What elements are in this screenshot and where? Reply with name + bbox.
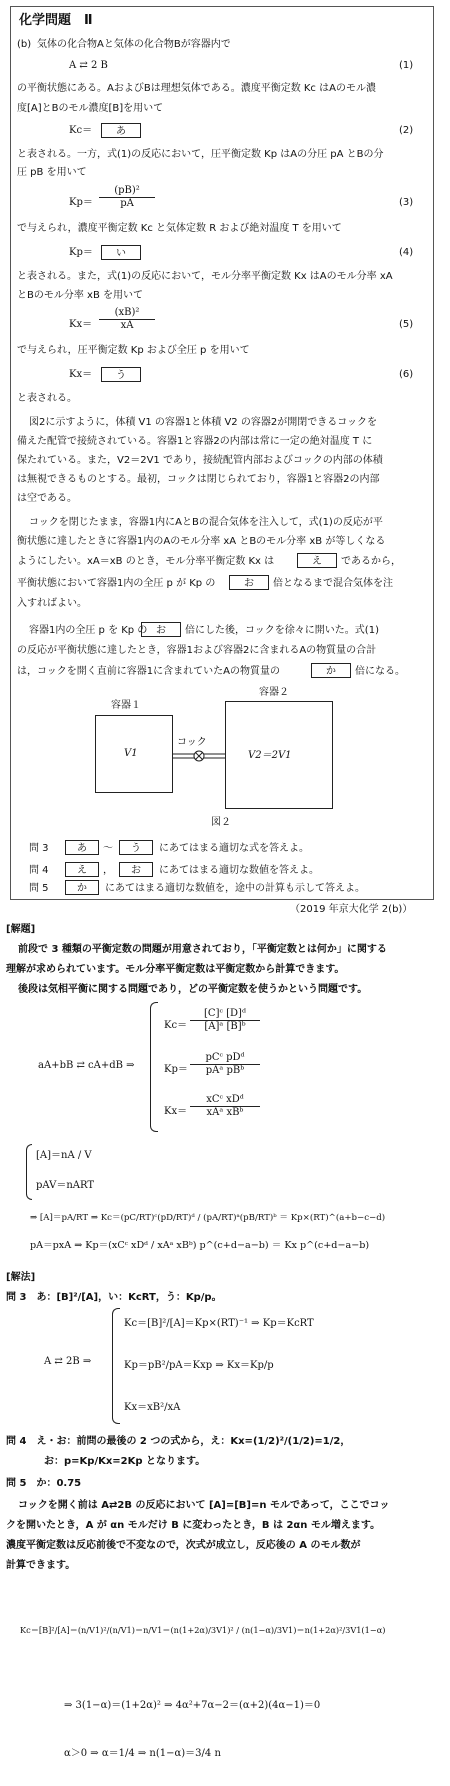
blank-o: お (229, 575, 269, 590)
text-line: 図2に示すように，体積 V1 の容器1と体積 V2 の容器2が開閉できるコックを (29, 417, 378, 428)
q4-answer: 問 4 え・お：前問の最後の 2 つの式から，え：Kx=(1/2)²/(1/2)=1/2， (6, 1436, 351, 1447)
q3-tilde: ～ (103, 843, 113, 854)
question-5-text: にあてはまる適切な数値を，途中の計算も示して答えよ。 (105, 883, 365, 894)
ideal-gas-brace (26, 1144, 32, 1200)
fraction-numerator: (pB)² (99, 185, 155, 198)
blank-e: え (297, 553, 337, 568)
fraction-denominator: xAᵃ xBᵇ (206, 1107, 244, 1118)
q5-equation-1: Kc＝[B]²/[A]＝(n/V1)²/(n/V1)＝n/V1＝(n(1+2α)/3V1)² / (n(1−α)/3V1)＝n(1+2α)²/3V1(1−α) (20, 1625, 386, 1635)
text-line: は無視できるものとする。最初，コックは閉じられており，容器1と容器2の内部 (17, 474, 380, 485)
kx-fraction (190, 1094, 260, 1119)
q5-equation-3: α＞0 ⇒ α＝1/4 ⇒ n(1−α)＝3/4 n (64, 1748, 221, 1759)
vessel-2-volume: V2＝2V1 (248, 750, 292, 761)
concentration-chain: ⇒ [A]＝pA/RT ⇒ Kc＝(pC/RT)ᶜ(pD/RT)ᵈ / (pA/RT)ᵃ(pB/RT)ᵇ ＝ Kp×(RT)^(a+b−c−d) (30, 1213, 386, 1223)
q3-reaction: A ⇄ 2B ⇒ (44, 1356, 92, 1367)
equation-number: (5) (399, 319, 414, 330)
commentary-text: 後段は気相平衡に関する問題であり，どの平衡定数を使うかという問題です。 (18, 984, 368, 995)
cock-label: コック (177, 737, 207, 748)
question-5-label: 問 5 (29, 883, 49, 894)
kc-fraction (190, 1008, 260, 1033)
text-line: は空である。 (17, 493, 77, 504)
text-line: の反応が平衡状態に達したとき，容器1および容器2に含まれるAの物質量の合計 (17, 645, 377, 656)
fraction-numerator: pCᶜ pDᵈ (190, 1052, 260, 1065)
q3-kp: Kp＝pB²/pA＝Kxp ⇒ Kx＝Kp/p (124, 1360, 274, 1371)
text-line: ようにしたい。xA＝xB のとき，モル分率平衡定数 Kx は (17, 556, 275, 567)
text-line: 容器1内の全圧 p を Kp の (29, 625, 148, 636)
source-citation: （2019 年京大化学 2(b)） (290, 904, 413, 915)
text-line: 気体の化合物Aと気体の化合物Bが容器内で (37, 39, 231, 50)
ideal-gas-1: [A]＝nA / V (36, 1150, 92, 1161)
commentary-text: 前段で 3 種類の平衡定数の問題が用意されており，「平衡定数とは何か」に関する (18, 944, 387, 955)
equation-5-fraction (99, 307, 155, 332)
q5-explanation: コックを開く前は A⇄2B の反応において [A]=[B]=n モルであって，ここでコッ (18, 1500, 390, 1511)
vessel-1-volume: V1 (124, 748, 138, 759)
blank-u: う (101, 367, 141, 382)
equation-4-lhs: Kp＝ (69, 247, 93, 258)
problem-panel (10, 6, 434, 900)
q4-answer: お：p=Kp/Kx=2Kp となります。 (44, 1456, 206, 1467)
q5-answer: 問 5 か：0.75 (6, 1478, 82, 1489)
text-line: 入すればよい。 (17, 598, 87, 609)
blank-a: あ (101, 123, 141, 138)
vessel-1-label: 容器１ (111, 700, 141, 711)
text-line: 倍となるまで混合気体を注 (273, 578, 393, 589)
q3-brace (112, 1308, 120, 1424)
text-line: 圧 pB を用いて (17, 167, 87, 178)
equation-number: (1) (399, 60, 414, 71)
q5-explanation: 濃度平衡定数は反応前後で不変なので，次式が成立し，反応後の A のモル数が (6, 1540, 361, 1551)
q4-comma: ， (103, 865, 113, 876)
problem-title: 化学問題 Ⅱ (19, 13, 93, 28)
vessel-2 (225, 701, 333, 809)
connecting-pipe (173, 749, 225, 763)
fraction-denominator: pAᵃ pBᵇ (205, 1065, 245, 1076)
fraction-denominator: xA (120, 320, 134, 331)
equation-2-lhs: Kc＝ (69, 125, 93, 136)
question-4-text: にあてはまる適切な数値を答えよ。 (159, 865, 319, 876)
q3-kc: Kc＝[B]²/[A]＝Kp×(RT)⁻¹ ⇒ Kp＝KcRT (124, 1318, 314, 1329)
partial-pressure-chain: pA＝pxA ⇒ Kp＝(xCᶜ xDᵈ / xAᵃ xBᵇ) p^(c+d−a−b) ＝ Kx p^(c+d−a−b) (30, 1240, 370, 1251)
equation-5-lhs: Kx＝ (69, 319, 93, 330)
text-line: 衡状態に達したときに容器1内のAのモル分率 xA とBのモル分率 xB が等しくなる (17, 536, 386, 547)
question-3-label: 問 3 (29, 843, 49, 854)
text-line: 倍になる。 (355, 666, 405, 677)
equation-number: (4) (399, 247, 414, 258)
q5-explanation: 計算できます。 (6, 1560, 76, 1571)
text-line: 保たれている。また，V2＝2V1 であり，接続配管内部およびコックの内部の体積 (17, 455, 383, 466)
equation-3-fraction (99, 185, 155, 210)
q4-blank-e: え (65, 862, 99, 877)
blank-ka: か (311, 663, 351, 678)
q5-blank-ka: か (65, 880, 99, 895)
fraction-denominator: [A]ᵃ [B]ᵇ (204, 1021, 246, 1032)
figure-caption: 図２ (211, 817, 231, 828)
solution-heading: [解法] (6, 1272, 36, 1283)
fraction-numerator: xCᶜ xDᵈ (190, 1094, 260, 1107)
q3-blank-a: あ (65, 840, 99, 855)
text-line: とBのモル分率 xB を用いて (17, 290, 143, 301)
vessel-2-label: 容器２ (259, 687, 289, 698)
equation-number: (6) (399, 369, 414, 380)
equation-number: (2) (399, 125, 414, 136)
q5-explanation: クを開いたとき，A が αn モルだけ B に変わったとき，B は 2αn モル増えます。 (6, 1520, 381, 1531)
q3-blank-u: う (119, 840, 153, 855)
text-line: コックを閉じたまま，容器1内にAとBの混合気体を注入して，式(1)の反応が平 (29, 517, 383, 528)
equation-number: (3) (399, 197, 414, 208)
text-line: であるから， (341, 556, 401, 567)
text-line: の平衡状態にある。AおよびBは理想気体である。濃度平衡定数 Kc はAのモル濃 (17, 83, 376, 94)
text-line: 備えた配管で接続されている。容器1と容器2の内部は常に一定の絶対温度 T に (17, 436, 373, 447)
fraction-numerator: [C]ᶜ [D]ᵈ (190, 1008, 260, 1021)
part-label: (b) (17, 39, 32, 50)
kp-fraction (190, 1052, 260, 1077)
text-line: と表される。 (17, 393, 77, 404)
q4-blank-o: お (119, 862, 153, 877)
ideal-gas-2: pAV＝nART (36, 1180, 95, 1191)
text-line: 倍にした後，コックを徐々に開いた。式(1) (185, 625, 379, 636)
kc-lhs: Kc＝ (164, 1020, 188, 1031)
fraction-numerator: (xB)² (99, 307, 155, 320)
text-line: 度[A]とBのモル濃度[B]を用いて (17, 103, 164, 114)
text-line: と表される。一方，式(1)の反応において，圧平衡定数 Kp はAの分圧 pA とBの分 (17, 149, 384, 160)
kp-lhs: Kp＝ (164, 1064, 188, 1075)
q5-equation-2: ⇒ 3(1−α)＝(1+2α)² ⇒ 4α²+7α−2＝(α+2)(4α−1)＝0 (64, 1700, 321, 1711)
q3-answer: 問 3 あ：[B]²/[A]，い：KcRT，う：Kp/p。 (6, 1292, 222, 1303)
text-line: 平衡状態において容器1内の全圧 p が Kp の (17, 578, 216, 589)
fraction-denominator: pA (120, 198, 134, 209)
text-line: で与えられ，濃度平衡定数 Kc と気体定数 R および絶対温度 T を用いて (17, 223, 342, 234)
question-3-text: にあてはまる適切な式を答えよ。 (159, 843, 309, 854)
equation-6-lhs: Kx＝ (69, 369, 93, 380)
text-line: で与えられ，圧平衡定数 Kp および全圧 p を用いて (17, 345, 250, 356)
text-line: は，コックを開く直前に容器1に含まれていたAの物質量の (17, 666, 281, 677)
text-line: と表される。また，式(1)の反応において，モル分率平衡定数 Kx はAのモル分率 xA (17, 271, 393, 282)
commentary-text: 理解が求められています。モル分率平衡定数は平衡定数から計算できます。 (6, 964, 345, 975)
equation-3-lhs: Kp＝ (69, 197, 93, 208)
kx-lhs: Kx＝ (164, 1106, 188, 1117)
question-4-label: 問 4 (29, 865, 49, 876)
general-reaction: aA+bB ⇄ cA+dB ⇒ (38, 1060, 135, 1071)
q3-kx: Kx＝xB²/xA (124, 1402, 181, 1413)
blank-o-2: お (141, 622, 181, 637)
equation-brace (150, 1002, 158, 1132)
blank-i: い (101, 245, 141, 260)
commentary-heading: [解題] (6, 924, 36, 935)
equation-1: A ⇄ 2 B (69, 60, 108, 71)
vessel-1 (95, 715, 173, 793)
